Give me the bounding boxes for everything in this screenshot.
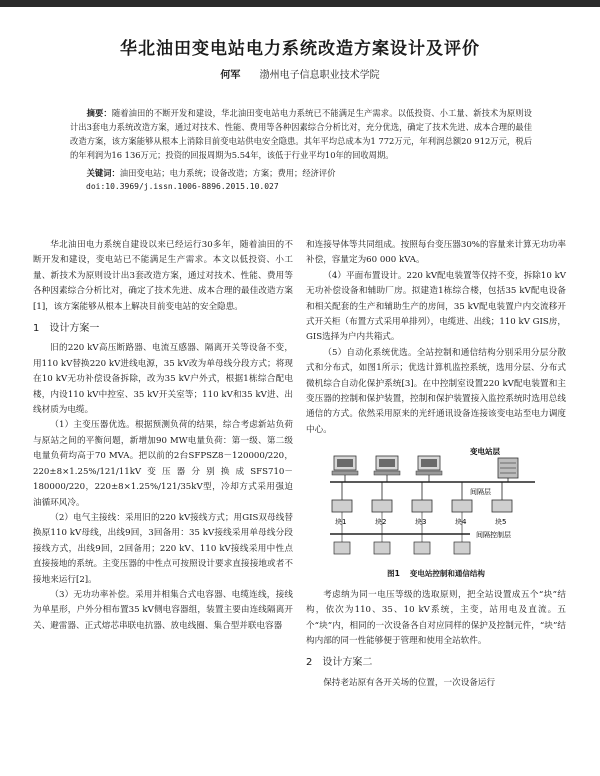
section1-paragraph-3: （2）电气主接线：采用旧的220 kV接线方式；用GIS双母线替换原110 kV母线，出线9回，3回备用：35 kV接线采用单母线分段接线方式，出线9回，2回备用；220 kV、110 kV接线采用中性点直接接地的系统。主变压器的中性点可按照设计要求直接接地或者不接地来运行[2]。 [33,512,293,585]
intro-paragraph: 华北油田电力系统自建设以来已经运行30多年，随着油田的不断开发和建设，变电站已不能满足生产需求。本文以低投资、小工量、新技术为原则设计出3套改造方案，通过对技术、性能、费用等各种因素综合分析比对，确定了技术先进、成本合理的最佳改造方案[1]，该方案能够从根本上解决目前变电站的安全隐患。 [33,240,293,312]
block-label-3: 块3 [415,518,427,527]
section2-number: 2 [306,657,313,669]
label-bay-layer: 间隔层 [470,488,491,497]
block-label-1: 块1 [335,518,347,527]
section1-paragraph-2: （1）主变压器优选。根据预测负荷的结果，综合考虑新站负荷与原站之间的平衡问题，新增加90 MW电量负荷：第一级、第二级电量负荷均高于70 MVA。把以前的2台SFPSZ8－120000/220，220±8×1.25%/121/11kV变压器分别换成SFS710－180000/220，220±8×1.25%/121/35kV型，冷却方式采用强迫油循环风冷。 [33,420,293,508]
figure-1-diagram [320,444,550,562]
header-band [0,0,600,7]
keywords-text: 油田变电站；电力系统；设备改造；方案；费用；经济评价 [119,168,336,178]
figure-1-caption [306,566,566,581]
block-label-5: 块5 [495,518,507,527]
right-paragraph-4: 考虑纳为同一电压等级的选取原则，把全站设置成五个“块”结构，依次为110、35、10 kV系统，主变，站用电及直流。五个“块”内，相同的一次设备各自对应同样的保护及控制元件，“块”结构内部的同一性能够便于管理和使用全站软件。 [306,589,566,646]
abstract-text: 随着油田的不断开发和建设，华北油田变电站电力系统已不能满足生产需求。以低投资、小工量、新技术为原则设计出3套电力系统改造方案，通过对技术、性能、费用等各种因素综合分析比对，充分优选，确定了技术先进、成本合理的最佳改造方案，该方案能够从根本上消除目前变电站供电安全隐患。其年平均总成本为1 772万元，年利润总额20 912万元，税后的年利润为16 136万元；投资的回报周期为5.54年，该低于行业平均10年的回收周期。 [70,108,532,160]
section1-number: 1 [33,323,40,335]
figure-1-number: 图1 [387,569,400,579]
section2-heading [306,655,566,670]
abstract-label: 摘要： [86,108,112,118]
label-station-layer: 变电站层 [470,447,500,457]
block-device-5 [492,482,512,526]
label-bay-control-layer: 间隔控制层 [476,531,511,540]
abstract-block [70,106,532,194]
section1-paragraph-4: （3）无功功率补偿。采用并相集合式电容器、电缆连线，接线为单星形，户外分相布置35 kV侧电容器组，装置主要由连线隔离开关、避雷器、正式熔芯串联电抗器、放电线圈、集合型并联电容器 [33,589,293,631]
field-devices [334,534,470,554]
paper-title: 华北油田变电站电力系统改造方案设计及评价 [120,39,480,59]
station-computer-1 [332,456,358,475]
right-paragraph-1: 和连接导体等共同组成。按照每台变压器30%的容量来计算无功功率补偿，容量定为60 000 kVA。 [306,240,566,266]
section1-heading [33,321,293,336]
figure-1-caption-text: 变电站控制和通信结构 [409,569,485,579]
doi-line: doi:10.3969/j.issn.1006-8896.2015.10.027 [86,182,279,191]
right-column [306,238,566,691]
station-computer-3 [416,456,442,475]
section2-title: 设计方案二 [322,657,373,669]
station-server [498,458,518,478]
author-name: 何军 [220,70,241,81]
right-paragraph-2: （4）平面布置设计。220 kV配电装置等仅持不变，拆除10 kV无功补偿设备和辅助厂房。拟建造1栋综合楼，包括35 kV配电设备和相关配套的生产和辅助生产的房间，35 kV配电装置户内交流移开式开关柜（布置方式采用单排列），电缆进、出线；110 kV GIS房，GIS选择为户内共箱式。 [306,270,566,343]
station-computer-2 [374,456,400,475]
block-label-4: 块4 [455,518,467,527]
left-column [33,238,293,634]
right-paragraph-3: （5）自动化系统优选。全站控制和通信结构分别采用分层分散式和分布式，如图1所示；优选计算机监控系统，选用分层、分布式微机综合自动化保护系统[3]。在中控制室设置220 kV配电装置和主变压器的控制和保护装置，控制和保护装置接入监控系统时选用总线通信的方式。依然采用原来的光纤通讯设备连接该变电站至电力调度中心。 [306,347,566,435]
abstract-paragraph [70,106,532,162]
section1-paragraph-1: 旧的220 kV高压断路器、电流互感器、隔离开关等设备不变，用110 kV替换220 kV进线电源，35 kV改为单母线分段方式；将现在10 kV无功补偿设备拆除，改为35 kV户外式，根据1栋综合配电楼，内设110 kV中控室、35 kV开关室等；110 kV和35 kV进、出线材质为电缆。 [33,343,293,416]
block-label-2: 块2 [375,518,387,527]
figure-1-svg [320,444,550,562]
keywords-line [70,166,532,180]
section1-title: 设计方案一 [49,323,100,335]
keywords-label: 关键词： [86,168,120,178]
author-line [0,66,600,81]
section2-paragraph-1: 保持老站原有各开关场的位置，一次设备运行 [323,677,496,688]
author-affiliation: 渤州电子信息职业技术学院 [259,70,380,81]
